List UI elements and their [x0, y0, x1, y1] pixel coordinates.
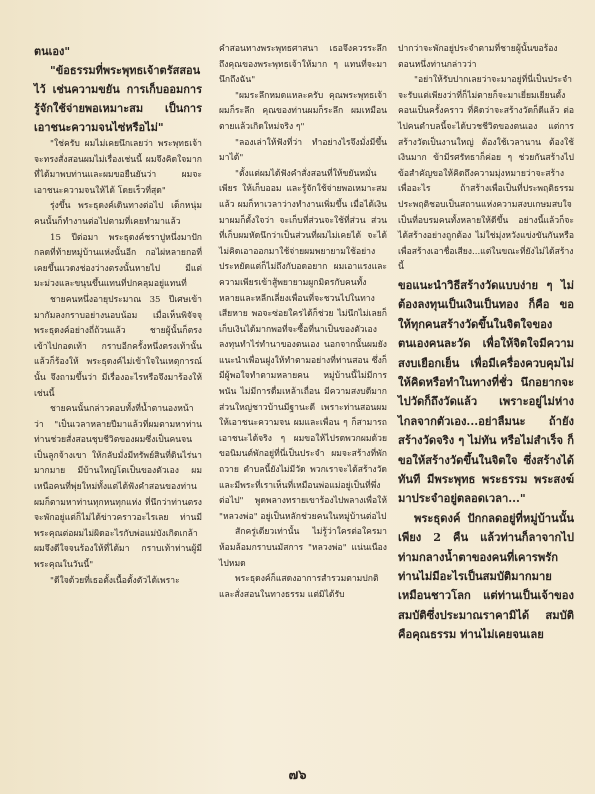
paragraph: "ลองเล่าให้ฟังที่ว่า ทำอย่างไรจึงมั่งมีขึ้นมาได้" [219, 137, 387, 164]
paragraph: พระธุดงค์ ปักกลดอยู่ที่หมู่บ้านนั้นเพียง 2 คืน แล้วท่านก็ลาจากไป ท่ามกลางน้ำตาของคนที่เคารพรักท่านไม่มีอะไรเป็นสมบัติมากมายเหมือนชาวโลก แต่ท่านเป็นเจ้าของสมบัติซึ่งประมาณราคามิได้ สมบัติคือคุณธรรม ท่านไม่เคยจนเลย [398, 510, 574, 642]
paragraph: พระธุดงค์ก็แสดงอาการสำรวมตามปกติ และสั่งสอนในทางธรรม แต่มิได้รับ [219, 574, 379, 600]
paragraph: "ตั้งแต่ผมได้ฟังคำสั่งสอนที่ให้ขยันหมั่นเพียร ให้เก็บออม และรู้จักใช้จ่ายพอเหมาะสมแล้ว ผมก็หาเวลาว่างทำงานเพิ่มขึ้น เมื่อได้เงินมาผมก็ตั้งใจว่า จะเก็บที่ส่วนจะใช้ที่ส่วน ส่วนที่เก็บผมหัดนึกว่าเป็นส่วนที่ผมไม่เคยได้ จะได้ไม่คิดเอาออกมาใช้จ่ายผมพยายามใช้อย่างประหยัดแต่ก็ไม่ถึงกับอดอยาก ผมเอาแรงและความเพียรเข้าสู้พยายามผูกมิตรกับคนทั้งหลายและหลีกเลี่ยงเพื่อนที่จะชวนไปในทางเสียหาย พอจะซ่อยใครได้ก็ช่วย ไม่นึกไม่เลยก็เก็บเงินได้มากพอที่จะซื้อที่นาเป็นของตัวเอง ลงทุนทำไร่ทำนาของตนเอง นอกจากนั้นผมยังแนะนำเพื่อนฝูงให้ทำตามอย่างที่ท่านสอน ซึ่งก็มีผู้พอใจทำตามหลายคน หมู่บ้านนี้ไม่มีการพนัน ไม่มีการดื่มเหล้าเถื่อน มีความสงบดีมาก ส่วนใหญ่ชาวบ้านมีฐานะดี เพราะท่านสอนผมให้เอาชนะความจน ผมและเพื่อน ๆ ก็สามารถเอาชนะได้จริง ๆ ผมขอให้ไปรดพวกผมด้วย ขอนิมนต์พักอยู่ที่นี่เป็นประจำ ผมจะสร้างที่พักถวาย ตำบลนี้ยังไม่มีวัด พวกเราจะได้สร้างวัดและมีพระที่เราเห็นที่เหมือนพ่อแม่อยู่เป็นที่พึ่งต่อไป" พูดพลางทรายเขาร้องไปพลางเพื่อให้ "หลวงพ่อ" อยู่เป็นหลักช่วยคนในหมู่บ้านต่อไป [219, 168, 387, 522]
text-column-middle [219, 42, 387, 762]
paragraph: ตนเอง" [34, 45, 71, 58]
paragraph: คำสอนทางพระพุทธศาสนา เธอจึงควรระลึกถึงคุณของพระพุทธเจ้าให้มาก ๆ แทนที่จะมานึกถึงฉัน" [219, 44, 387, 86]
paragraph: ชายคนหนึ่งอายุประมาณ 35 ปีเศษเข้ามากัมลงกราบอย่างนอบน้อม เมื่อเห็นพิจัจจุพระธุดงค์อย่างถี่ถ้วนแล้ว ชายผู้นั้นก็ตรงเข้าไปกอดเท้า กราบอีกครั้งหนึ่งตรงเท้านั้นแล้วก็ร้องให้ พระธุดงค์ไม่เข้าใจในเหตุการณ์นั้น จึงถามขึ้นว่า มีเรื่องอะไรหรือจึงมาร้องให้เช่นนี้ [34, 294, 202, 399]
text-column-left [34, 42, 202, 762]
page-number: ๗๖ [288, 768, 307, 783]
paragraph: "ดีใจด้วยที่เธอตั้งเนื้อตั้งตัวได้เพราะ [50, 575, 180, 586]
paragraph: "ข้อธรรมที่พระพุทธเจ้าตรัสสอนไว้ เช่นความขยัน การเก็บออมการรู้จักใช้จ่ายพอเหมาะสม เป็นการเอาชนะความจนไซ่หรือไม่" [34, 64, 202, 134]
paragraph: "อย่าให้รับปากเลยว่าจะมาอยู่ที่นี่เป็นประจำ จะรับแต่เพียงว่าที่ก็ไม่ตายก็จะมาเยี่ยมเยียนตั้งคอนเป็นครั้งคราว ที่คิดว่าจะสร้างวัดก็ดีแล้ว ต่อไปคนตำบลนี้จะได้บวชชีวิตของตนเอง แต่การสร้างวัดเป็นงานใหญ่ ต้องใช้เวลานาน ต้องใช้เงินมาก ข้ามีรศรัทธาก็ค่อย ๆ ช่วยกันสร้างไป ข้อสำคัญขอให้คิดถึงความมุ่งหมายว่าจะสร้างเพื่ออะไร ถ้าสร้างเพื่อเป็นที่ประพฤติธรรม ประพฤติชอบเป็นสถานแห่งความสงบเกษมสบใจ เป็นที่อบรมคนทั้งหลายให้ดีขึ้น อย่างนี้แล้วก็จะได้สร้างอย่างถูกต้อง ไม่ใช่มุ่งหวังแข่งขันกันหรือเพื่อสร้างเอาชื่อเสียง...แต่ในขณะที่ยังไม่ได้สร้างนี้ [398, 75, 574, 273]
paragraph: สักครู่เดียวเท่านั้น ไม่รู้ว่าใครต่อใครมาห้อมล้อมกราบนมัสการ "หลวงพ่อ" แน่นเนืองไปหมด [219, 527, 387, 569]
text-column-right [398, 42, 574, 762]
paragraph: ขอแนะนำวิธีสร้างวัดแบบง่าย ๆ ไม่ต้องลงทุนเป็นเงินเป็นทอง ก็คือ ขอให้ทุกคนสร้างวัดขึ้นในจิตใจของตนเองคนละวัด เพื่อให้จิตใจมีความสงบเยือกเย็น เพื่อมีเครื่องควบคุมไม่ให้คิดหรือทำในทางที่ชั่ว นึกอยากจะไปวัดก็ถึงวัดแล้ว เพราะอยู่ไม่ห่างไกลจากตัวเอง...อย่าลืมนะ ถ้ายังสร้างวัดจริง ๆ ไม่ทัน หรือไม่สำเร็จ ก็ขอให้สร้างวัดขึ้นในจิตใจ ซึ่งสร้างได้ทันที มีพระพุทธ พระธรรม พระสงฆ์ มาประจำอยู่ตลอดเวลา..." [398, 277, 574, 506]
paragraph: "ผมระลึกหมดแหละครับ คุณพระพุทธเจ้าผมก็ระลึก คุณของท่านผมก็ระลึก ผมเหมือนตายแล้วเกิดใหม่จริง ๆ" [219, 90, 387, 132]
paragraph: ชายคนนั้นกล่าวตอบทั้งที่น้ำตานองหน้าว่า "เป็นเวลาหลายปีมาแล้วที่ผมตามหาท่าน ท่านช่วยสั่งสอนชุบชีวิตของผมซึ่งเป็นคนจนเป็นลูกจ้างเขา ให้กลับมั่งมีทรัพย์สินที่ดินไร่นามากมาย มีบ้านใหญ่โตเป็นของตัวเอง ผมเหนือคนที่พุ่ยใหม่ทั้งแต่ได้ฟังคำสอนของท่าน ผมก็ตามหาท่านทุกหนทุกแห่ง ที่นึกว่าท่านตรงจะพักอยู่แต่ก็ไม่ได้ข่าวคราวอะไรเลย ท่านมีพระคุณต่อผมไม่ผิดอะไรกับพ่อแม่บังเกิดเกล้า ผมจึงดีใจจนร้องให้ที่ได้มา กราบเท้าท่านผู้มีพระคุณในวันนี้" [34, 404, 202, 571]
paragraph: รุ่งขึ้น พระธุดงค์เดินทางต่อไป เด็กหนุ่มคนนั้นก็ทำงานต่อไปตามที่เคยทำมาแล้ว [34, 201, 202, 227]
paragraph: "ใช่ครับ ผมไม่เคยนึกเลยว่า พระพุทธเจ้าจะทรงสั่งสอนผมไม่เรื่องเช่นนี้ ผมจึงคิดใจมากที่ได้มาพบท่านและผมขอยืนยันว่า ผมจะเอาชนะความจนให้ได้ โดยเร็วที่สุด" [34, 139, 202, 196]
paragraph: ปากว่าจะพักอยู่ประจำตามที่ชายผู้นั้นขอร้อง ตอนหนึ่งท่านกล่าวว่า [398, 44, 558, 70]
paragraph: 15 ปีต่อมา พระธุดงค์ชราปูหนึ่งมาปักกลดที่ท้ายหมู่บ้านแห่งนั้นอีก กอไผ่หลายกอที่เคยขึ้นแวดงช่องว่างตรงนั้นหายไป มีแต่มะม่วงและขนุนขึ้นแทนที่ปกคลุมอยู่แทนที่ [34, 232, 202, 290]
